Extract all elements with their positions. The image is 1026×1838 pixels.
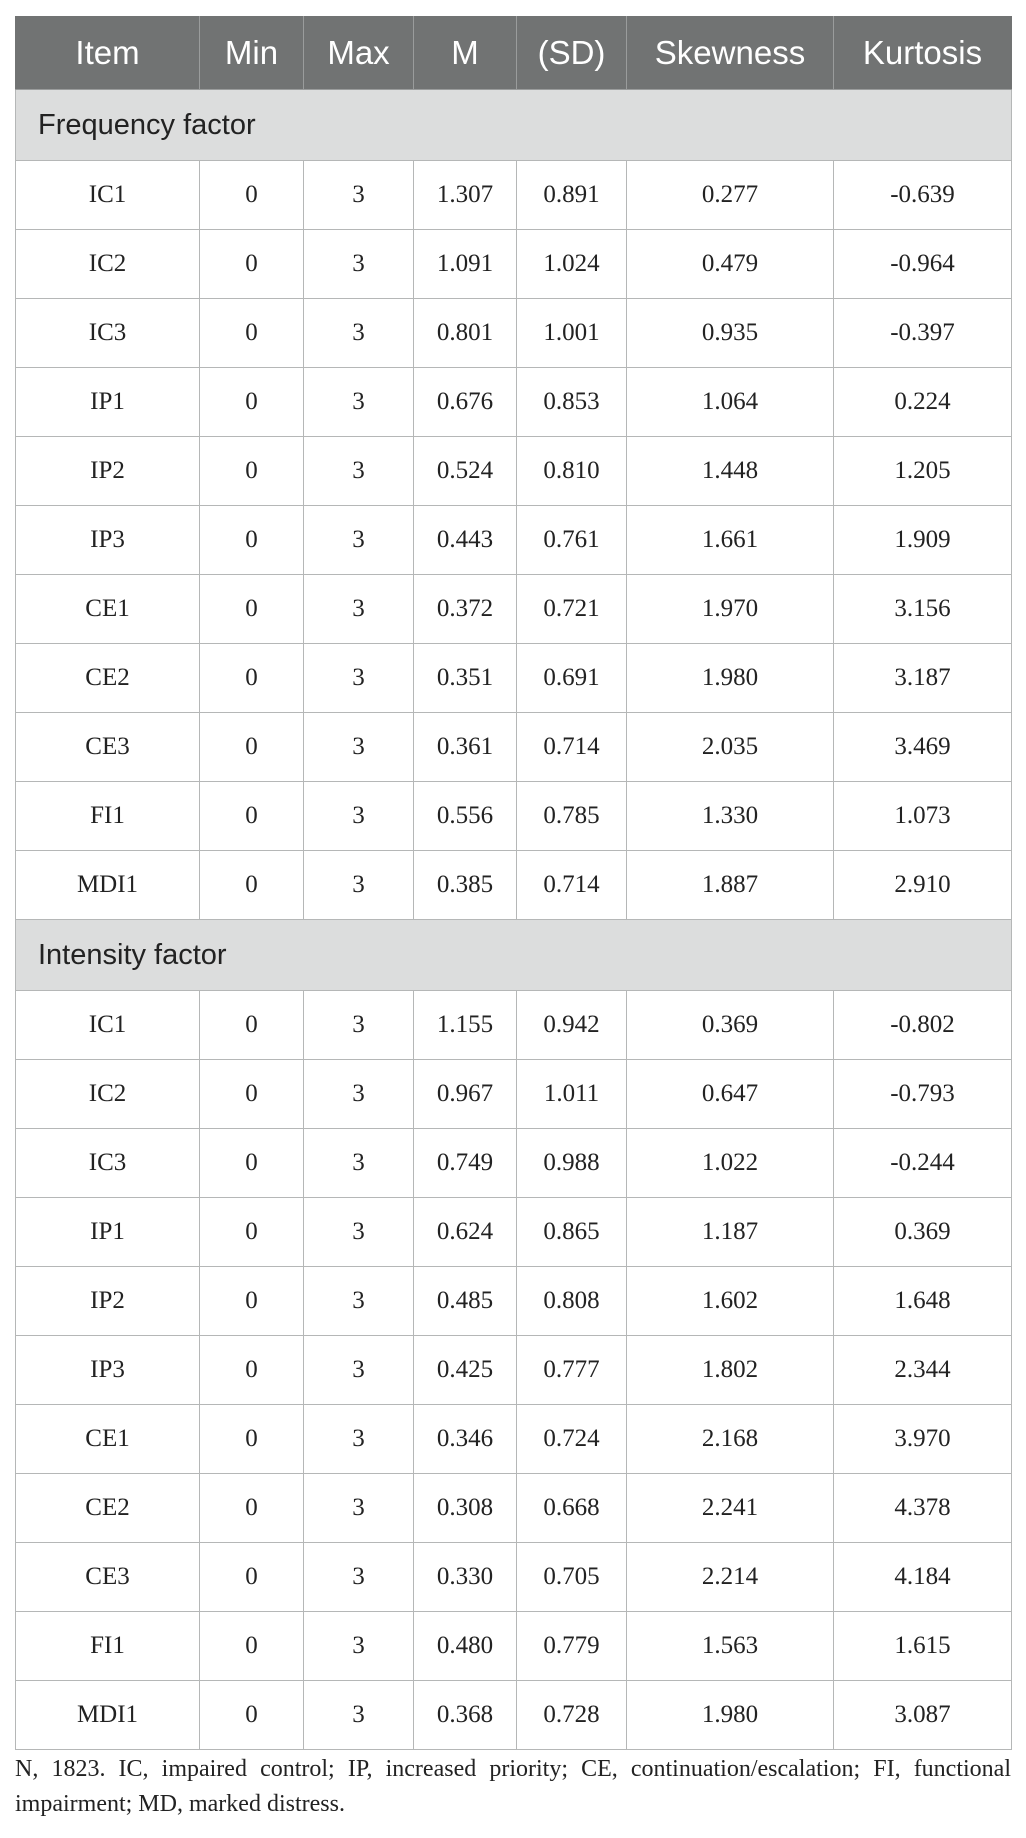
cell-sd: 0.865 (517, 1198, 627, 1267)
cell-min: 0 (200, 1543, 304, 1612)
table-body (16, 90, 1012, 1750)
cell-mean: 1.091 (414, 230, 517, 299)
cell-min: 0 (200, 1474, 304, 1543)
cell-item: CE2 (16, 644, 200, 713)
cell-skewness: 0.647 (627, 1060, 834, 1129)
cell-min: 0 (200, 299, 304, 368)
table-row (16, 161, 1012, 230)
cell-skewness: 2.214 (627, 1543, 834, 1612)
cell-sd: 0.808 (517, 1267, 627, 1336)
cell-sd: 0.810 (517, 437, 627, 506)
cell-max: 3 (304, 368, 414, 437)
cell-sd: 1.001 (517, 299, 627, 368)
cell-skewness: 2.035 (627, 713, 834, 782)
cell-max: 3 (304, 161, 414, 230)
cell-min: 0 (200, 991, 304, 1060)
cell-kurtosis: -0.802 (834, 991, 1012, 1060)
cell-sd: 0.779 (517, 1612, 627, 1681)
cell-min: 0 (200, 644, 304, 713)
header-sd: (SD) (517, 17, 627, 90)
cell-skewness: 1.064 (627, 368, 834, 437)
header-skewness: Skewness (627, 17, 834, 90)
cell-max: 3 (304, 1336, 414, 1405)
cell-mean: 0.480 (414, 1612, 517, 1681)
header-min: Min (200, 17, 304, 90)
cell-mean: 0.524 (414, 437, 517, 506)
table-row (16, 782, 1012, 851)
cell-min: 0 (200, 161, 304, 230)
table-row (16, 991, 1012, 1060)
cell-mean: 0.361 (414, 713, 517, 782)
cell-mean: 0.346 (414, 1405, 517, 1474)
cell-kurtosis: 1.648 (834, 1267, 1012, 1336)
cell-skewness: 1.022 (627, 1129, 834, 1198)
cell-sd: 0.761 (517, 506, 627, 575)
table-row (16, 851, 1012, 920)
cell-sd: 0.785 (517, 782, 627, 851)
cell-item: IC1 (16, 161, 200, 230)
table-row (16, 1129, 1012, 1198)
cell-skewness: 1.980 (627, 644, 834, 713)
cell-mean: 0.676 (414, 368, 517, 437)
cell-kurtosis: 3.187 (834, 644, 1012, 713)
cell-kurtosis: 2.344 (834, 1336, 1012, 1405)
cell-item: MDI1 (16, 851, 200, 920)
cell-item: IC3 (16, 299, 200, 368)
cell-mean: 1.155 (414, 991, 517, 1060)
cell-min: 0 (200, 506, 304, 575)
cell-skewness: 0.935 (627, 299, 834, 368)
cell-min: 0 (200, 1198, 304, 1267)
cell-mean: 0.749 (414, 1129, 517, 1198)
cell-kurtosis: 1.615 (834, 1612, 1012, 1681)
table-row (16, 1612, 1012, 1681)
cell-skewness: 0.369 (627, 991, 834, 1060)
table-footnote: N, 1823. IC, impaired control; IP, increased priority; CE, continuation/escalation; FI, functional impairment; MD, marked distress. (15, 1756, 1011, 1817)
table-row (16, 299, 1012, 368)
cell-max: 3 (304, 782, 414, 851)
cell-item: IP1 (16, 368, 200, 437)
cell-mean: 0.485 (414, 1267, 517, 1336)
cell-sd: 0.691 (517, 644, 627, 713)
cell-item: IC2 (16, 230, 200, 299)
cell-sd: 0.714 (517, 851, 627, 920)
cell-max: 3 (304, 230, 414, 299)
cell-kurtosis: 1.909 (834, 506, 1012, 575)
cell-min: 0 (200, 1336, 304, 1405)
cell-sd: 0.728 (517, 1681, 627, 1750)
cell-min: 0 (200, 1060, 304, 1129)
table-header (16, 17, 1012, 90)
cell-min: 0 (200, 851, 304, 920)
cell-mean: 0.967 (414, 1060, 517, 1129)
cell-max: 3 (304, 1612, 414, 1681)
table-row (16, 1405, 1012, 1474)
cell-min: 0 (200, 1681, 304, 1750)
cell-mean: 0.556 (414, 782, 517, 851)
cell-sd: 0.724 (517, 1405, 627, 1474)
cell-kurtosis: 2.910 (834, 851, 1012, 920)
cell-item: IC3 (16, 1129, 200, 1198)
cell-sd: 0.705 (517, 1543, 627, 1612)
cell-max: 3 (304, 1681, 414, 1750)
cell-item: CE1 (16, 1405, 200, 1474)
table-row (16, 230, 1012, 299)
table-row (16, 1474, 1012, 1543)
section-title: Intensity factor (16, 920, 1012, 991)
cell-kurtosis: 3.087 (834, 1681, 1012, 1750)
cell-skewness: 1.661 (627, 506, 834, 575)
descriptive-stats-table-container (15, 16, 1011, 1750)
table-row (16, 1336, 1012, 1405)
cell-mean: 0.308 (414, 1474, 517, 1543)
cell-max: 3 (304, 644, 414, 713)
table-row (16, 644, 1012, 713)
cell-item: CE3 (16, 1543, 200, 1612)
cell-max: 3 (304, 1543, 414, 1612)
cell-sd: 0.721 (517, 575, 627, 644)
cell-skewness: 1.802 (627, 1336, 834, 1405)
cell-item: FI1 (16, 782, 200, 851)
cell-mean: 0.443 (414, 506, 517, 575)
cell-item: IP2 (16, 1267, 200, 1336)
cell-item: IP3 (16, 506, 200, 575)
cell-mean: 0.624 (414, 1198, 517, 1267)
table-row (16, 506, 1012, 575)
cell-skewness: 0.277 (627, 161, 834, 230)
cell-sd: 0.668 (517, 1474, 627, 1543)
header-item: Item (16, 17, 200, 90)
cell-skewness: 1.980 (627, 1681, 834, 1750)
table-row (16, 1543, 1012, 1612)
cell-kurtosis: 0.224 (834, 368, 1012, 437)
cell-item: IP1 (16, 1198, 200, 1267)
cell-item: CE1 (16, 575, 200, 644)
header-max: Max (304, 17, 414, 90)
cell-kurtosis: 3.156 (834, 575, 1012, 644)
cell-max: 3 (304, 713, 414, 782)
cell-max: 3 (304, 1129, 414, 1198)
cell-max: 3 (304, 1405, 414, 1474)
cell-min: 0 (200, 368, 304, 437)
cell-mean: 0.425 (414, 1336, 517, 1405)
section-row (16, 920, 1012, 991)
table-row (16, 575, 1012, 644)
cell-item: CE2 (16, 1474, 200, 1543)
cell-kurtosis: -0.964 (834, 230, 1012, 299)
table-row (16, 713, 1012, 782)
table-row (16, 368, 1012, 437)
table-row (16, 1267, 1012, 1336)
cell-max: 3 (304, 575, 414, 644)
cell-skewness: 0.479 (627, 230, 834, 299)
cell-skewness: 1.563 (627, 1612, 834, 1681)
cell-item: FI1 (16, 1612, 200, 1681)
cell-mean: 0.351 (414, 644, 517, 713)
cell-mean: 0.385 (414, 851, 517, 920)
cell-kurtosis: 4.184 (834, 1543, 1012, 1612)
cell-kurtosis: 1.205 (834, 437, 1012, 506)
cell-kurtosis: 3.469 (834, 713, 1012, 782)
cell-max: 3 (304, 299, 414, 368)
cell-sd: 0.714 (517, 713, 627, 782)
cell-kurtosis: 0.369 (834, 1198, 1012, 1267)
cell-kurtosis: -0.639 (834, 161, 1012, 230)
cell-min: 0 (200, 1612, 304, 1681)
cell-max: 3 (304, 851, 414, 920)
cell-skewness: 1.448 (627, 437, 834, 506)
cell-kurtosis: -0.244 (834, 1129, 1012, 1198)
cell-sd: 0.988 (517, 1129, 627, 1198)
cell-max: 3 (304, 506, 414, 575)
cell-sd: 0.942 (517, 991, 627, 1060)
cell-sd: 1.024 (517, 230, 627, 299)
cell-mean: 0.801 (414, 299, 517, 368)
cell-max: 3 (304, 1060, 414, 1129)
header-row (16, 17, 1012, 90)
cell-max: 3 (304, 1267, 414, 1336)
cell-item: IC2 (16, 1060, 200, 1129)
table-row (16, 1681, 1012, 1750)
cell-min: 0 (200, 782, 304, 851)
cell-mean: 0.372 (414, 575, 517, 644)
header-mean: M (414, 17, 517, 90)
header-kurtosis: Kurtosis (834, 17, 1012, 90)
cell-max: 3 (304, 1198, 414, 1267)
cell-min: 0 (200, 1405, 304, 1474)
cell-min: 0 (200, 230, 304, 299)
cell-mean: 0.330 (414, 1543, 517, 1612)
section-row (16, 90, 1012, 161)
cell-mean: 0.368 (414, 1681, 517, 1750)
cell-min: 0 (200, 575, 304, 644)
cell-max: 3 (304, 991, 414, 1060)
cell-sd: 1.011 (517, 1060, 627, 1129)
cell-item: MDI1 (16, 1681, 200, 1750)
cell-item: IC1 (16, 991, 200, 1060)
cell-skewness: 1.602 (627, 1267, 834, 1336)
cell-skewness: 2.241 (627, 1474, 834, 1543)
cell-min: 0 (200, 437, 304, 506)
section-title: Frequency factor (16, 90, 1012, 161)
cell-kurtosis: -0.793 (834, 1060, 1012, 1129)
cell-skewness: 1.187 (627, 1198, 834, 1267)
cell-kurtosis: 1.073 (834, 782, 1012, 851)
cell-min: 0 (200, 1129, 304, 1198)
cell-sd: 0.891 (517, 161, 627, 230)
cell-item: IP2 (16, 437, 200, 506)
cell-skewness: 1.970 (627, 575, 834, 644)
cell-item: CE3 (16, 713, 200, 782)
cell-kurtosis: 4.378 (834, 1474, 1012, 1543)
table-row (16, 1198, 1012, 1267)
cell-mean: 1.307 (414, 161, 517, 230)
table-row (16, 437, 1012, 506)
cell-skewness: 1.887 (627, 851, 834, 920)
cell-item: IP3 (16, 1336, 200, 1405)
cell-sd: 0.853 (517, 368, 627, 437)
cell-kurtosis: 3.970 (834, 1405, 1012, 1474)
table-row (16, 1060, 1012, 1129)
descriptive-stats-table (15, 16, 1012, 1750)
cell-max: 3 (304, 1474, 414, 1543)
cell-max: 3 (304, 437, 414, 506)
cell-min: 0 (200, 713, 304, 782)
cell-skewness: 2.168 (627, 1405, 834, 1474)
cell-skewness: 1.330 (627, 782, 834, 851)
cell-kurtosis: -0.397 (834, 299, 1012, 368)
cell-min: 0 (200, 1267, 304, 1336)
cell-sd: 0.777 (517, 1336, 627, 1405)
